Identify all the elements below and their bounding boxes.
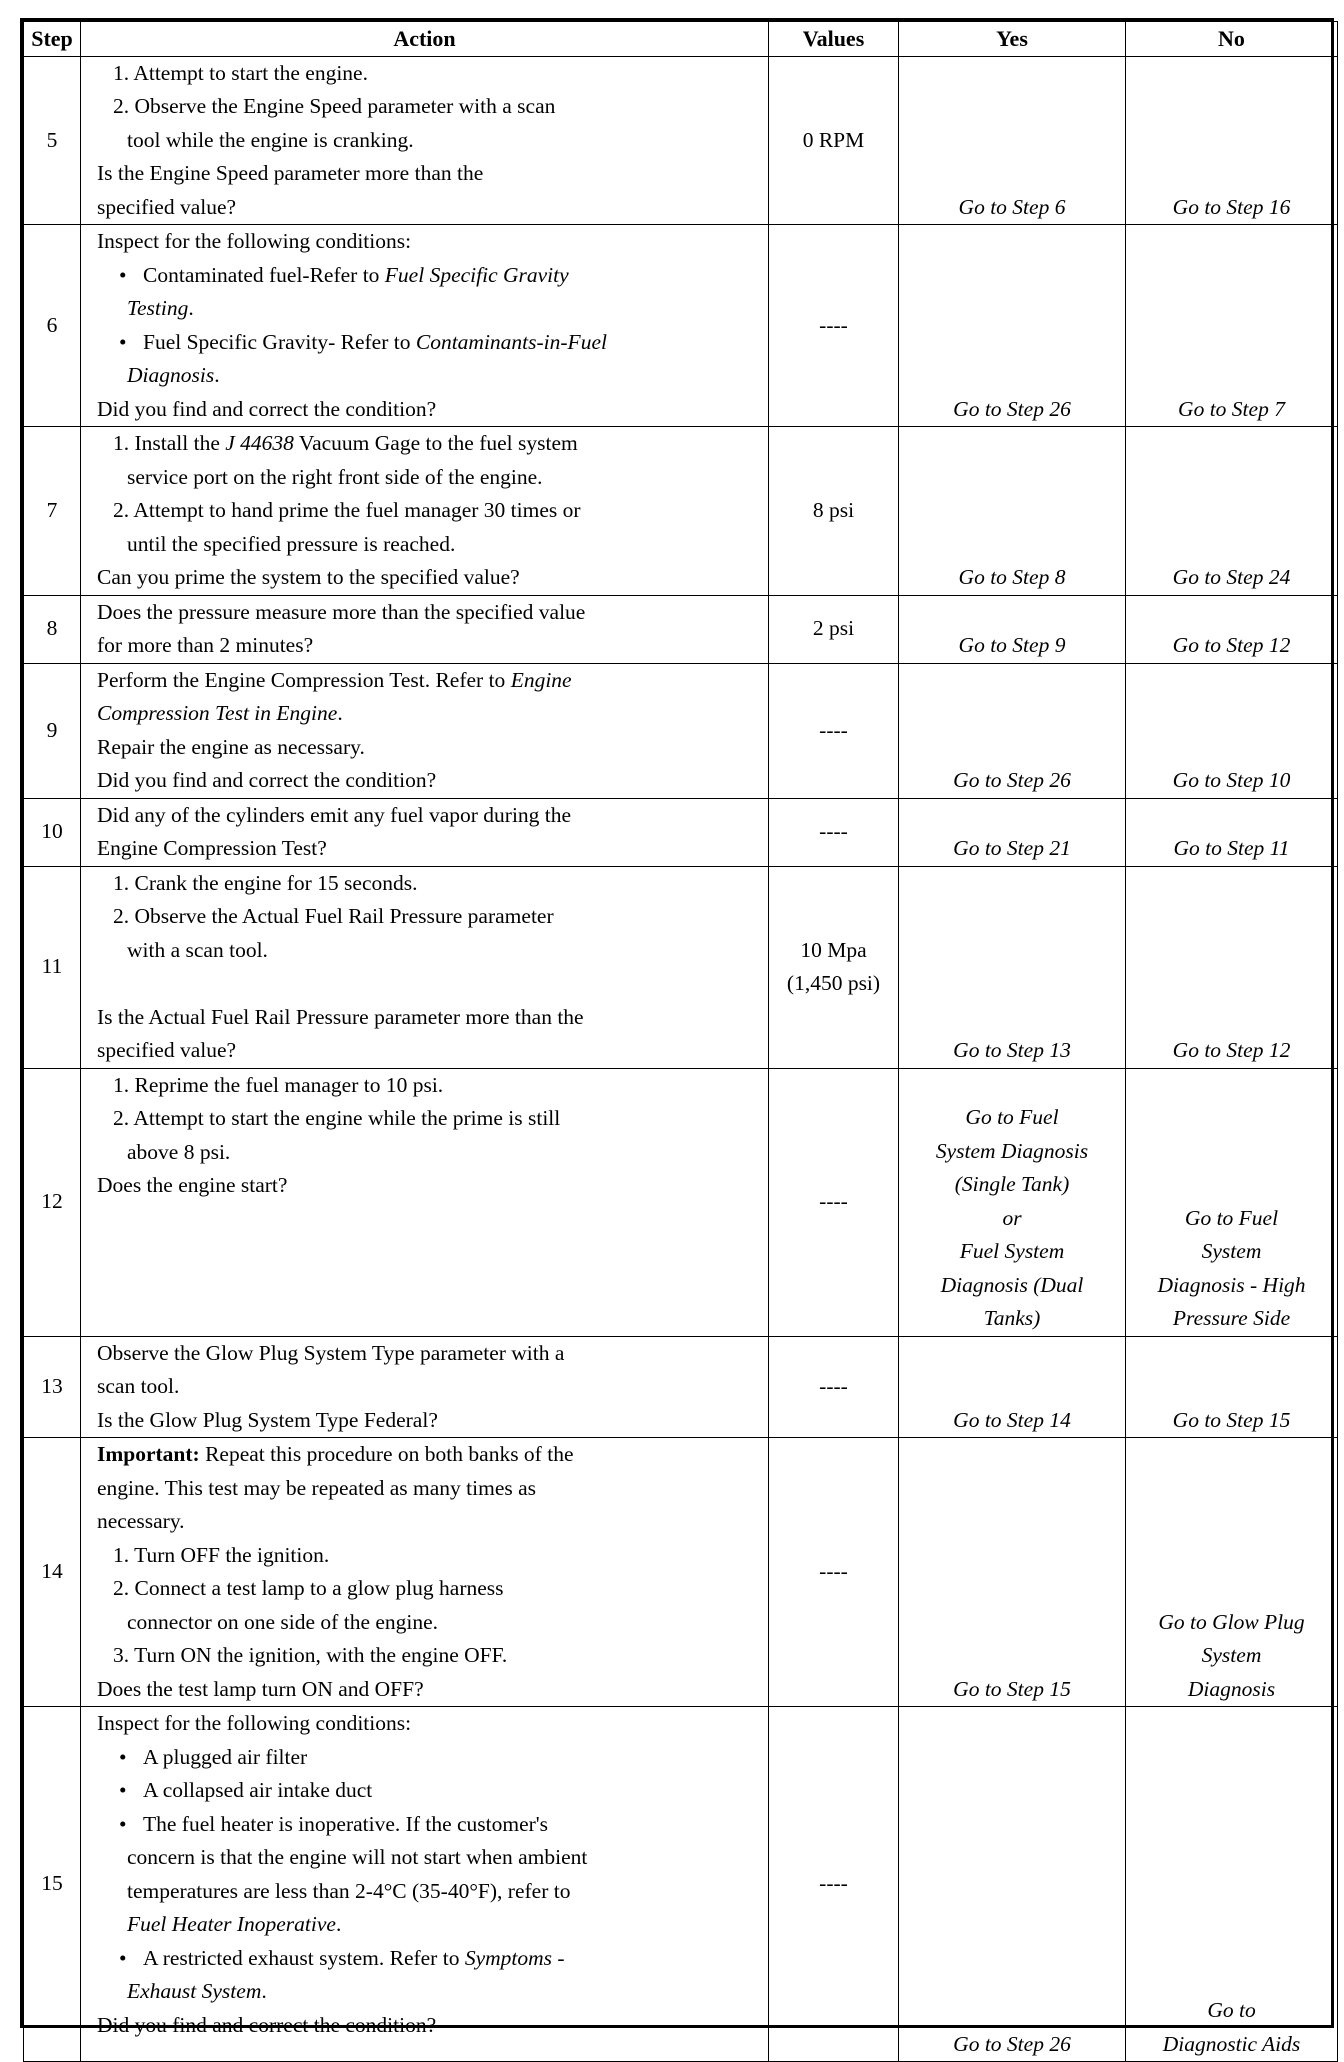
action-line: above 8 psi. [127,1139,231,1164]
action-line: Repair the engine as necessary. [97,734,365,759]
action-line: Diagnosis. [127,363,220,387]
action-cell [81,663,769,798]
action-line: specified value? [97,194,237,219]
action-line: for more than 2 minutes? [97,633,314,657]
no-cell: Go to Step 12 [1126,595,1338,663]
values-cell: 0 RPM [769,56,899,225]
yes-cell: Go to Step 8 [899,427,1126,596]
header-row [24,22,1338,57]
action-line: concern is that the engine will not start when ambient [127,1845,588,1869]
action-line: Did you find and correct the condition? [97,768,437,792]
action-cell [81,225,769,427]
values-cell: ---- [769,798,899,866]
action-line: • The fuel heater is inoperative. If the customer's [97,1808,762,1842]
no-cell: Go to Diagnostic Aids [1126,1707,1338,2062]
values-cell: ---- [769,1336,899,1438]
table-row [24,1336,1338,1438]
action-line: Inspect for the following conditions: [97,229,412,253]
action-line: Exhaust System. [127,1979,267,2003]
bullet-icon: • [119,1811,127,1836]
action-cell [81,1707,769,2062]
action-cell [81,1336,769,1438]
action-line: 2. Attempt to start the engine while the prime is still [113,1106,561,1130]
action-line: with a scan tool. [127,937,268,962]
action-line: Is the Engine Speed parameter more than the [97,161,484,185]
table-row [24,1707,1338,2062]
header-step: Step [24,22,81,57]
yes-cell: Go to Step 9 [899,595,1126,663]
step-number: 13 [24,1336,81,1438]
action-line: Did you find and correct the condition? [97,396,437,421]
action-line: Compression Test in Engine. [97,701,343,725]
action-line: 3. Turn ON the ignition, with the engine OFF. [113,1643,508,1667]
yes-cell: Go to Step 6 [899,56,1126,225]
action-cell [81,1068,769,1336]
action-line: specified value? [97,1038,237,1062]
action-line: • Contaminated fuel-Refer to Fuel Specific Gravity [97,259,762,293]
action-line: Does the engine start? [97,1173,288,1197]
step-number: 12 [24,1068,81,1336]
action-line: connector on one side of the engine. [127,1609,439,1634]
action-cell [81,866,769,1068]
action-line: Did any of the cylinders emit any fuel vapor during the [97,802,572,827]
values-cell: ---- [769,1438,899,1707]
diagnostic-table [23,21,1338,2062]
action-line: Can you prime the system to the specified value? [97,565,520,589]
action-line: Engine Compression Test? [97,836,327,860]
no-cell: Go to Step 16 [1126,56,1338,225]
values-cell: 8 psi [769,427,899,596]
table-row [24,1068,1338,1336]
action-line: 2. Attempt to hand prime the fuel manager 30 times or [113,498,581,522]
action-cell [81,798,769,866]
action-line: Observe the Glow Plug System Type parameter with a [97,1340,565,1365]
yes-cell: Go to Fuel System Diagnosis (Single Tank) or Fuel System Diagnosis (Dual Tanks) [899,1068,1126,1336]
action-cell [81,595,769,663]
action-line: Does the pressure measure more than the specified value [97,599,586,624]
action-line: 2. Connect a test lamp to a glow plug harness [113,1576,504,1600]
values-cell: 2 psi [769,595,899,663]
values-cell: ---- [769,1707,899,2062]
action-line: Perform the Engine Compression Test. Refer to Engine [97,667,572,692]
values-cell: ---- [769,663,899,798]
no-cell: Go to Fuel System Diagnosis - High Pressure Side [1126,1068,1338,1336]
action-line: Important: Repeat this procedure on both banks of the [97,1442,574,1466]
action-line: • A collapsed air intake duct [97,1774,762,1808]
yes-cell: Go to Step 21 [899,798,1126,866]
table-row [24,427,1338,596]
action-cell [81,56,769,225]
header-action: Action [81,22,769,57]
action-line: scan tool. [97,1374,180,1398]
action-line: 2. Observe the Actual Fuel Rail Pressure parameter [113,904,554,928]
bullet-icon: • [119,1744,127,1769]
bullet-icon: • [119,1778,127,1802]
table-row [24,663,1338,798]
values-cell: ---- [769,225,899,427]
values-cell: 10 Mpa (1,450 psi) [769,866,899,1068]
action-line: 2. Observe the Engine Speed parameter with a scan [113,94,556,118]
step-number: 7 [24,427,81,596]
action-line: • Fuel Specific Gravity- Refer to Contaminants-in-Fuel [97,326,762,360]
action-line: Testing. [127,296,194,320]
action-line: temperatures are less than 2-4°C (35-40°F), refer to [127,1878,571,1903]
bullet-icon: • [119,329,127,354]
action-line: 1. Turn OFF the ignition. [113,1542,330,1567]
no-cell: Go to Step 11 [1126,798,1338,866]
action-cell [81,427,769,596]
no-cell: Go to Step 7 [1126,225,1338,427]
header-no: No [1126,22,1338,57]
step-number: 5 [24,56,81,225]
diagnostic-table-frame [20,18,1334,2056]
yes-cell: Go to Step 26 [899,1707,1126,2062]
action-line: Fuel Heater Inoperative. [127,1912,342,1936]
action-line: until the specified pressure is reached. [127,531,456,556]
step-number: 8 [24,595,81,663]
no-cell: Go to Step 15 [1126,1336,1338,1438]
action-line: tool while the engine is cranking. [127,127,414,152]
header-yes: Yes [899,22,1126,57]
table-row [24,595,1338,663]
action-line: Did you find and correct the condition? [97,2012,437,2037]
action-line: necessary. [97,1509,185,1533]
yes-cell: Go to Step 26 [899,225,1126,427]
action-line: 1. Attempt to start the engine. [113,60,368,85]
action-cell [81,1438,769,1707]
action-line: Is the Actual Fuel Rail Pressure parameter more than the [97,1004,584,1029]
no-cell: Go to Step 24 [1126,427,1338,596]
yes-cell: Go to Step 13 [899,866,1126,1068]
action-line [97,967,762,1001]
action-line: engine. This test may be repeated as many times as [97,1475,537,1500]
no-cell: Go to Glow Plug System Diagnosis [1126,1438,1338,1707]
no-cell: Go to Step 10 [1126,663,1338,798]
step-number: 9 [24,663,81,798]
action-line: 1. Reprime the fuel manager to 10 psi. [113,1072,444,1097]
step-number: 15 [24,1707,81,2062]
yes-cell: Go to Step 26 [899,663,1126,798]
step-number: 10 [24,798,81,866]
step-number: 14 [24,1438,81,1707]
table-row [24,866,1338,1068]
action-line: • A plugged air filter [97,1741,762,1775]
action-line: Does the test lamp turn ON and OFF? [97,1676,424,1701]
action-line: Is the Glow Plug System Type Federal? [97,1407,438,1432]
yes-cell: Go to Step 15 [899,1438,1126,1707]
action-line: Inspect for the following conditions: [97,1711,412,1735]
step-number: 6 [24,225,81,427]
table-row [24,798,1338,866]
action-line: • A restricted exhaust system. Refer to Symptoms - [97,1942,762,1976]
action-line: 1. Crank the engine for 15 seconds. [113,870,418,895]
table-row [24,225,1338,427]
table-row [24,56,1338,225]
table-row [24,1438,1338,1707]
bullet-icon: • [119,1945,127,1970]
no-cell: Go to Step 12 [1126,866,1338,1068]
yes-cell: Go to Step 14 [899,1336,1126,1438]
values-cell: ---- [769,1068,899,1336]
action-line: 1. Install the J 44638 Vacuum Gage to the fuel system [113,431,578,455]
action-line: service port on the right front side of the engine. [127,464,543,489]
bullet-icon: • [119,262,127,287]
header-values: Values [769,22,899,57]
step-number: 11 [24,866,81,1068]
